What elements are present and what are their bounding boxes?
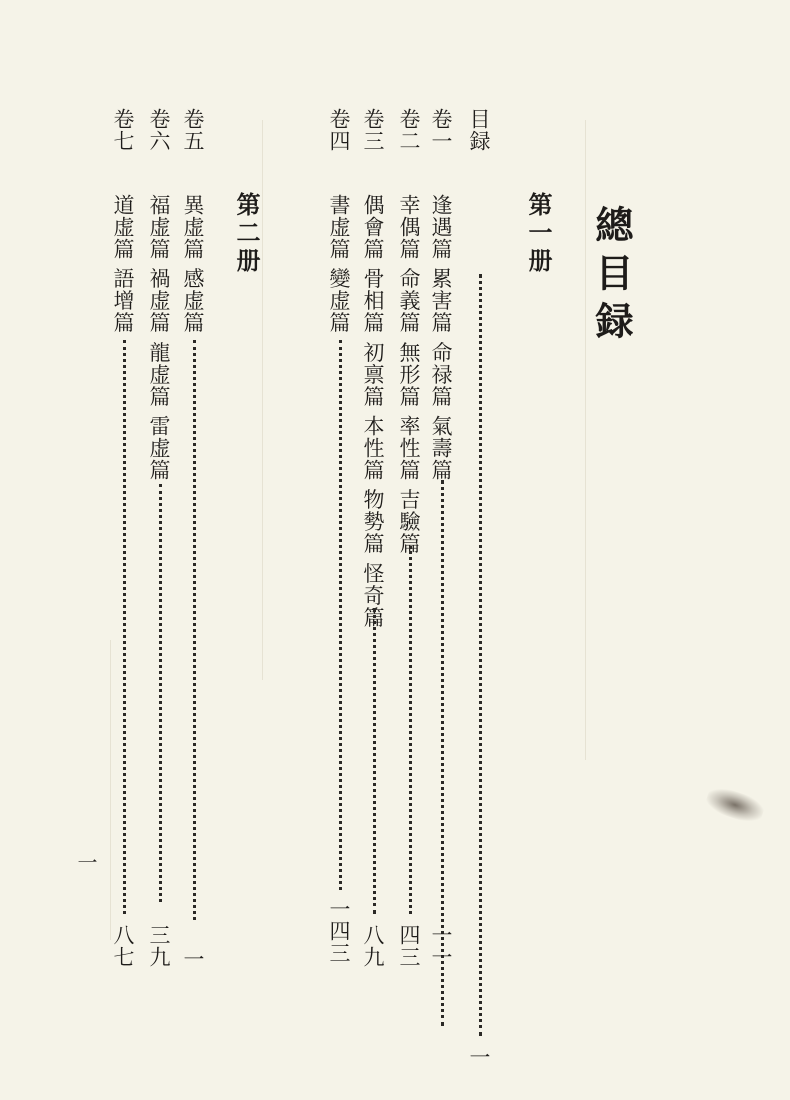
volume-heading-2: 第二册 [232, 192, 261, 276]
leader-dots [123, 340, 126, 914]
entry-label: 卷五 [181, 108, 205, 152]
leader-dots [373, 608, 376, 914]
page-number: 一一 [429, 924, 453, 968]
chapter-list: 書虚篇 變虚篇 [327, 194, 351, 334]
volume-heading-1: 第一册 [524, 192, 553, 276]
entry-label: 卷六 [147, 108, 171, 152]
page-number: 八九 [361, 924, 385, 968]
toc-entry-juan-5 [180, 108, 208, 968]
toc-entry-mulu [466, 108, 494, 1068]
leader-dots [339, 340, 342, 890]
chapter-list: 福虚篇 禍虚篇 龍虚篇 雷虚篇 [147, 194, 171, 482]
toc-entry-juan-3 [360, 108, 388, 968]
leader-dots [193, 340, 196, 920]
entry-label: 卷四 [327, 108, 351, 152]
chapter-list: 幸偶篇 命義篇 無形篇 率性篇 吉驗篇 [397, 194, 421, 555]
leader-dots [479, 274, 482, 1036]
entry-label: 卷三 [361, 108, 385, 152]
page-title: 總目録 [589, 205, 634, 349]
entry-label: 卷一 [429, 108, 453, 152]
page-number: 一 [181, 948, 205, 970]
entry-label: 卷二 [397, 108, 421, 152]
paper-stain [703, 784, 766, 827]
toc-entry-juan-7 [110, 108, 138, 968]
leader-dots [409, 546, 412, 914]
chapter-list: 異虚篇 感虚篇 [181, 194, 205, 334]
toc-entry-juan-6 [146, 108, 174, 968]
toc-entry-juan-2 [396, 108, 424, 968]
chapter-list: 偶會篇 骨相篇 初禀篇 本性篇 物勢篇 怪奇篇 [361, 194, 385, 629]
page-number: 八七 [111, 924, 135, 968]
toc-entry-juan-4 [326, 108, 354, 968]
page-number: 三九 [147, 924, 171, 968]
toc-entry-juan-1 [428, 108, 456, 968]
chapter-list: 逢遇篇 累害篇 命禄篇 氣壽篇 [429, 194, 453, 482]
page-folio: 一 [74, 852, 98, 872]
entry-label: 卷七 [111, 108, 135, 152]
page-number: 一四三 [327, 898, 351, 964]
leader-dots [159, 484, 162, 902]
page-number: 一 [467, 1046, 491, 1068]
entry-label: 目録 [467, 108, 491, 152]
page-number: 四三 [397, 924, 421, 968]
chapter-list: 道虚篇 語增篇 [111, 194, 135, 334]
